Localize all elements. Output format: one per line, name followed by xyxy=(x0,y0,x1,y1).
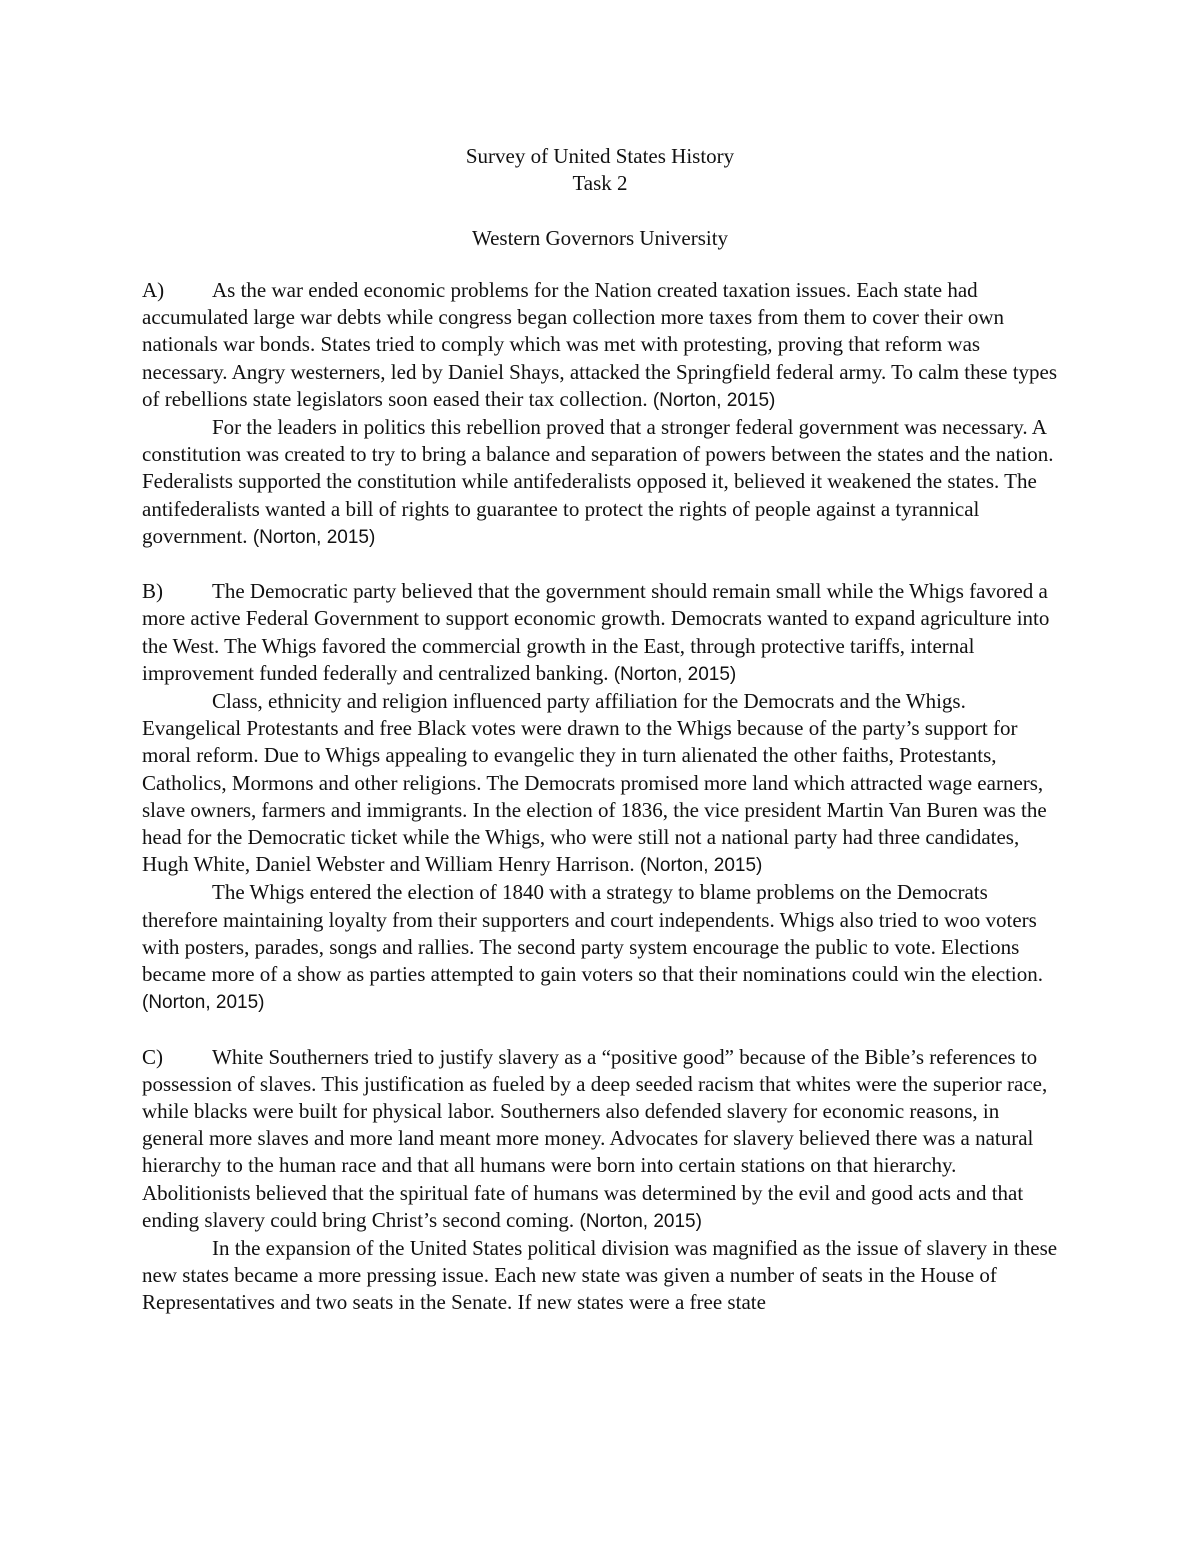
section-b xyxy=(142,578,1062,1016)
paragraph-text: White Southerners tried to justify slavery as a “positive good” because of the Bible’s references to possession of slaves. This justification as fueled by a deep seeded racism that whites were the superior race, while blacks were built for physical labor. Southerners also defended slavery for economic reasons, in general more slaves and more land meant more money. Advocates for slavery believed there was a natural hierarchy to the human race and that all humans were born into certain stations on that hierarchy. Abolitionists believed that the spiritual fate of humans was determined by the evil and good acts and that ending slavery could bring Christ’s second coming. xyxy=(142,1044,1048,1232)
document-subtitle: Task 2 xyxy=(572,171,628,196)
section-marker: B) xyxy=(142,579,163,604)
paragraph xyxy=(142,414,1062,551)
paragraph-text: The Democratic party believed that the government should remain small while the Whigs favored a more active Federal Government to support economic growth. Democrats wanted to expand agriculture into the West. The Whigs favored the commercial growth in the East, through protective tariffs, internal improvement funded federally and centralized banking. xyxy=(142,579,1050,685)
paragraph-text: As the war ended economic problems for the Nation created taxation issues. Each state had accumulated large war debts while congress began collection more taxes from them to cover their own nationals war bonds. States tried to comply which was met with protesting, proving that reform was necessary. Angry westerners, led by Daniel Shays, attacked the Springfield federal army. To calm these types of rebellions state legislators soon eased their tax collection. xyxy=(142,278,1058,411)
citation: (Norton, 2015) xyxy=(652,389,776,411)
institution-name: Western Governors University xyxy=(471,225,729,250)
paragraph xyxy=(142,1235,1062,1317)
paragraph xyxy=(142,277,1062,414)
section-a xyxy=(142,277,1062,551)
document-body xyxy=(142,277,1062,1317)
paragraph xyxy=(142,578,1062,688)
section-c xyxy=(142,1044,1062,1317)
header-spacer xyxy=(0,197,1200,224)
paragraph xyxy=(142,1044,1062,1235)
section-marker: A) xyxy=(142,278,165,302)
paragraph-text: The Whigs entered the election of 1840 with a strategy to blame problems on the Democrats therefore maintaining loyalty from their supporters and court independents. Whigs also tried to woo voters with posters, parades, songs and rallies. The second party system encourage the public to vote. Elections became more of a show as parties attempted to gain voters so that their nominations could win the election. xyxy=(142,880,1044,987)
citation: (Norton, 2015) xyxy=(142,992,265,1014)
citation: (Norton, 2015) xyxy=(639,855,763,877)
citation: (Norton, 2015) xyxy=(579,1210,702,1232)
paragraph-text: Class, ethnicity and religion influenced party affiliation for the Democrats and the Whigs. Evangelical Protestants and free Black votes were drawn to the Whigs because of the party’s support for moral reform. Due to Whigs appealing to evangelic they in turn alienated the other faiths, Protestants, Catholics, Mormons and other religions. The Democrats promised more land which attracted wage earners, slave owners, farmers and immigrants. In the election of 1836, the vice president Martin Van Buren was the head for the Democratic ticket while the Whigs, who were still not a national party had three candidates, Hugh White, Daniel Webster and William Henry Harrison. xyxy=(142,689,1047,877)
document-title: Survey of United States History xyxy=(465,144,735,168)
section-marker: C) xyxy=(142,1044,163,1069)
paragraph xyxy=(142,688,1062,879)
citation: (Norton, 2015) xyxy=(613,663,737,685)
paragraph xyxy=(142,879,1062,1016)
document-header xyxy=(0,143,1200,252)
paragraph-text: In the expansion of the United States political division was magnified as the issue of slavery in these new states became a more pressing issue. Each new state was given a number of seats in the House of Representatives and two seats in the Senate. If new states were a free state xyxy=(142,1236,1058,1315)
citation: (Norton, 2015) xyxy=(252,526,376,548)
paragraph-text: For the leaders in politics this rebellion proved that a stronger federal government was necessary. A constitution was created to try to bring a balance and separation of powers between the states and the nation. Federalists supported the constitution while antifederalists opposed it, believed it weakened the states. The antifederalists wanted a bill of rights to guarantee to protect the rights of people against a tyrannical government. xyxy=(142,415,1054,548)
